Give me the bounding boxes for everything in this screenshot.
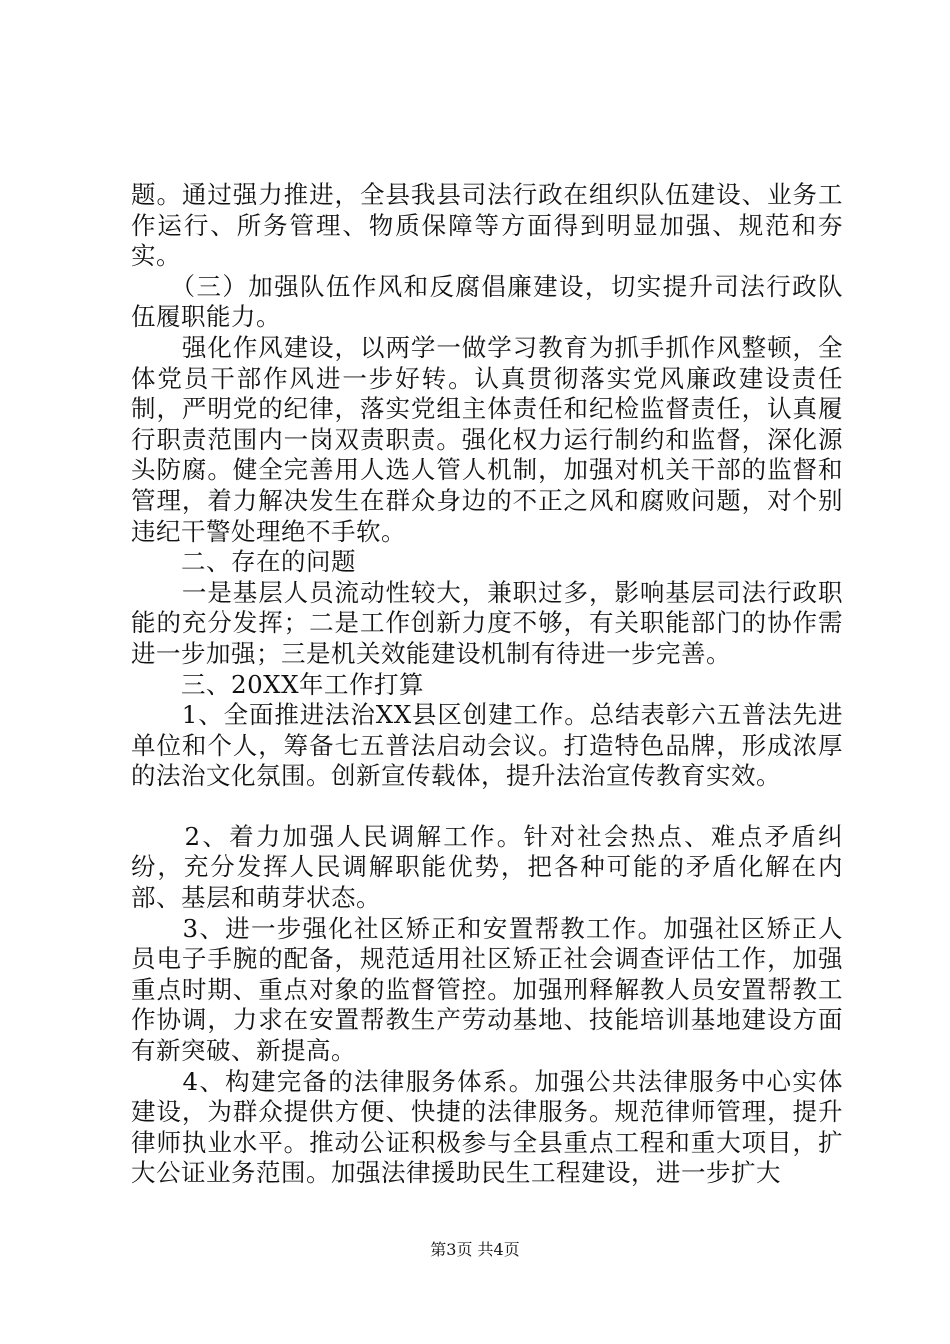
heading-existing-problems: 二、存在的问题 [131, 547, 356, 577]
document-body [131, 180, 843, 1189]
paragraph-problems: 一是基层人员流动性较大，兼职过多，影响基层司法行政职能的充分发挥；二是工作创新力度不够，有关职能部门的协作需进一步加强；三是机关效能建设机制有待进一步完善。 [131, 577, 843, 668]
heading-work-plan: 三、20XX年工作打算 [131, 669, 425, 699]
paragraph-plan-item-1: 1、全面推进法治XX县区创建工作。总结表彰六五普法先进单位和个人，筹备七五普法启动会议。打造特色品牌，形成浓厚的法治文化氛围。创新宣传载体，提升法治宣传教育实效。 [131, 700, 843, 791]
paragraph-plan-item-3: 3、进一步强化社区矫正和安置帮教工作。加强社区矫正人员电子手腕的配备，规范适用社区矫正社会调查评估工作，加强重点时期、重点对象的监督管控。加强刑释解教人员安置帮教工作协调，力求在安置帮教生产劳动基地、技能培训基地建设方面有新突破、新提高。 [131, 913, 843, 1066]
paragraph-continuation: 题。通过强力推进，全县我县司法行政在组织队伍建设、业务工作运行、所务管理、物质保障等方面得到明显加强、规范和夯实。 [131, 180, 843, 271]
paragraph-plan-item-4: 4、构建完备的法律服务体系。加强公共法律服务中心实体建设，为群众提供方便、快捷的法律服务。规范律师管理，提升律师执业水平。推动公证积极参与全县重点工程和重大项目，扩大公证业务范围。加强法律援助民生工程建设，进一步扩大 [131, 1066, 843, 1188]
paragraph-style-building: 强化作风建设，以两学一做学习教育为抓手抓作风整顿，全体党员干部作风进一步好转。认真贯彻落实党风廉政建设责任制，严明党的纪律，落实党组主体责任和纪检监督责任，认真履行职责范围内一岗双责职责。强化权力运行制约和监督，深化源头防腐。健全完善用人选人管人机制，加强对机关干部的监督和管理，着力解决发生在群众身边的不正之风和腐败问题，对个别违纪干警处理绝不手软。 [131, 332, 843, 546]
page-number-footer: 第3页 共4页 [430, 1240, 520, 1259]
section-heading-3: （三）加强队伍作风和反腐倡廉建设，切实提升司法行政队伍履职能力。 [131, 271, 843, 332]
paragraph-plan-item-2: 2、着力加强人民调解工作。针对社会热点、难点矛盾纠纷，充分发挥人民调解职能优势，把各种可能的矛盾化解在内部、基层和萌芽状态。 [131, 821, 843, 913]
